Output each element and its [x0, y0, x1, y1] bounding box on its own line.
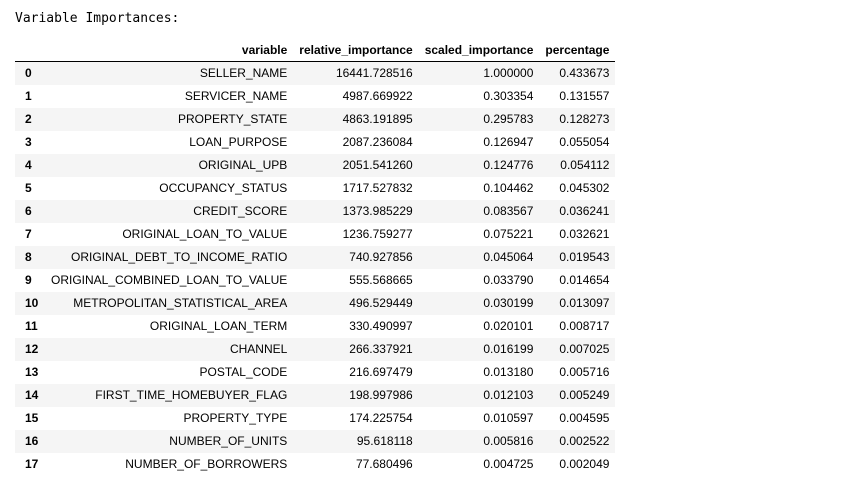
table-row	[15, 177, 615, 200]
row-index: 9	[25, 273, 32, 287]
cell-percentage: 0.002049	[559, 457, 610, 471]
table-row	[15, 200, 615, 223]
cell-variable: OCCUPANCY_STATUS	[159, 181, 288, 195]
cell-variable: ORIGINAL_LOAN_TO_VALUE	[122, 227, 288, 241]
cell-scaled-importance: 0.033790	[483, 273, 534, 287]
table-row	[15, 85, 615, 108]
row-index: 1	[25, 89, 32, 103]
cell-variable: CREDIT_SCORE	[193, 204, 288, 218]
cell-percentage: 0.055054	[559, 135, 610, 149]
cell-relative-importance: 198.997986	[349, 388, 413, 402]
cell-percentage: 0.005716	[559, 365, 610, 379]
cell-relative-importance: 555.568665	[349, 273, 413, 287]
table-row	[15, 62, 615, 86]
cell-variable: SERVICER_NAME	[184, 89, 288, 103]
cell-relative-importance: 496.529449	[349, 296, 413, 310]
cell-percentage: 0.013097	[559, 296, 610, 310]
table-row	[15, 338, 615, 361]
row-index: 0	[25, 66, 32, 80]
cell-percentage: 0.008717	[559, 319, 610, 333]
cell-percentage: 0.007025	[559, 342, 610, 356]
cell-relative-importance: 4987.669922	[342, 89, 413, 103]
cell-variable: LOAN_PURPOSE	[189, 135, 288, 149]
cell-scaled-importance: 0.016199	[483, 342, 534, 356]
table-row	[15, 269, 615, 292]
cell-variable: ORIGINAL_LOAN_TERM	[149, 319, 288, 333]
row-index: 14	[25, 388, 39, 402]
header-variable: variable	[45, 39, 293, 62]
header-index	[15, 39, 45, 62]
table-row	[15, 292, 615, 315]
table-body	[15, 62, 615, 477]
cell-percentage: 0.004595	[559, 411, 610, 425]
header-percentage: percentage	[539, 39, 615, 62]
cell-variable: CHANNEL	[229, 342, 288, 356]
row-index: 2	[25, 112, 32, 126]
cell-variable: PROPERTY_TYPE	[183, 411, 288, 425]
cell-relative-importance: 1236.759277	[342, 227, 413, 241]
cell-relative-importance: 2051.541260	[342, 158, 413, 172]
row-index: 8	[25, 250, 32, 264]
row-index: 4	[25, 158, 32, 172]
table-row	[15, 315, 615, 338]
cell-percentage: 0.054112	[560, 158, 610, 172]
table-row	[15, 361, 615, 384]
cell-relative-importance: 740.927856	[349, 250, 413, 264]
cell-scaled-importance: 0.045064	[483, 250, 534, 264]
cell-scaled-importance: 0.303354	[483, 89, 534, 103]
cell-scaled-importance: 0.010597	[483, 411, 534, 425]
cell-variable: POSTAL_CODE	[199, 365, 288, 379]
table-row	[15, 108, 615, 131]
cell-variable: NUMBER_OF_BORROWERS	[125, 457, 288, 471]
cell-relative-importance: 266.337921	[349, 342, 413, 356]
cell-relative-importance: 77.680496	[355, 457, 413, 471]
cell-variable: FIRST_TIME_HOMEBUYER_FLAG	[95, 388, 288, 402]
cell-variable: PROPERTY_STATE	[177, 112, 288, 126]
row-index: 13	[25, 365, 39, 379]
cell-scaled-importance: 0.012103	[483, 388, 534, 402]
cell-percentage: 0.433673	[559, 66, 610, 80]
header-scaled-importance: scaled_importance	[419, 39, 540, 62]
cell-percentage: 0.128273	[559, 112, 610, 126]
cell-relative-importance: 330.490997	[349, 319, 413, 333]
row-index: 5	[25, 181, 32, 195]
cell-percentage: 0.014654	[559, 273, 610, 287]
table-row	[15, 453, 615, 476]
cell-scaled-importance: 0.104462	[483, 181, 534, 195]
row-index: 10	[25, 296, 39, 310]
cell-variable: SELLER_NAME	[199, 66, 288, 80]
cell-relative-importance: 216.697479	[349, 365, 413, 379]
cell-percentage: 0.005249	[559, 388, 610, 402]
table-row	[15, 246, 615, 269]
cell-scaled-importance: 0.075221	[483, 227, 534, 241]
row-index: 15	[25, 411, 39, 425]
cell-scaled-importance: 0.124776	[483, 158, 534, 172]
table-row	[15, 430, 615, 453]
row-index: 11	[25, 319, 38, 333]
table-row	[15, 407, 615, 430]
row-index: 6	[25, 204, 32, 218]
cell-scaled-importance: 0.083567	[483, 204, 534, 218]
cell-relative-importance: 1717.527832	[342, 181, 413, 195]
table-row	[15, 384, 615, 407]
cell-percentage: 0.002522	[559, 434, 610, 448]
cell-relative-importance: 174.225754	[349, 411, 413, 425]
cell-percentage: 0.019543	[559, 250, 610, 264]
cell-variable: NUMBER_OF_UNITS	[169, 434, 288, 448]
row-index: 3	[25, 135, 32, 149]
cell-relative-importance: 1373.985229	[342, 204, 413, 218]
cell-scaled-importance: 0.013180	[483, 365, 534, 379]
cell-scaled-importance: 0.020101	[483, 319, 534, 333]
cell-percentage: 0.045302	[559, 181, 610, 195]
table-row	[15, 154, 615, 177]
row-index: 7	[25, 227, 32, 241]
cell-relative-importance: 95.618118	[356, 434, 413, 448]
cell-relative-importance: 2087.236084	[342, 135, 413, 149]
cell-variable: ORIGINAL_COMBINED_LOAN_TO_VALUE	[51, 273, 288, 287]
row-index: 12	[25, 342, 39, 356]
cell-percentage: 0.036241	[559, 204, 610, 218]
cell-scaled-importance: 1.000000	[483, 66, 534, 80]
cell-relative-importance: 4863.191895	[342, 112, 413, 126]
cell-scaled-importance: 0.030199	[483, 296, 534, 310]
cell-scaled-importance: 0.295783	[483, 112, 534, 126]
row-index: 17	[25, 457, 39, 471]
cell-variable: METROPOLITAN_STATISTICAL_AREA	[73, 296, 288, 310]
cell-scaled-importance: 0.126947	[483, 135, 534, 149]
row-index: 16	[25, 434, 39, 448]
cell-scaled-importance: 0.005816	[483, 434, 534, 448]
variable-importances-table	[15, 39, 615, 476]
cell-variable: ORIGINAL_DEBT_TO_INCOME_RATIO	[71, 250, 288, 264]
output-title: Variable Importances:	[15, 11, 180, 26]
table-header	[15, 39, 615, 62]
cell-percentage: 0.131557	[559, 89, 610, 103]
header-relative-importance: relative_importance	[293, 39, 418, 62]
cell-variable: ORIGINAL_UPB	[198, 158, 288, 172]
cell-percentage: 0.032621	[559, 227, 610, 241]
table-row	[15, 223, 615, 246]
header-row	[15, 39, 615, 62]
cell-relative-importance: 16441.728516	[335, 66, 413, 80]
table-row	[15, 131, 615, 154]
cell-scaled-importance: 0.004725	[483, 457, 534, 471]
